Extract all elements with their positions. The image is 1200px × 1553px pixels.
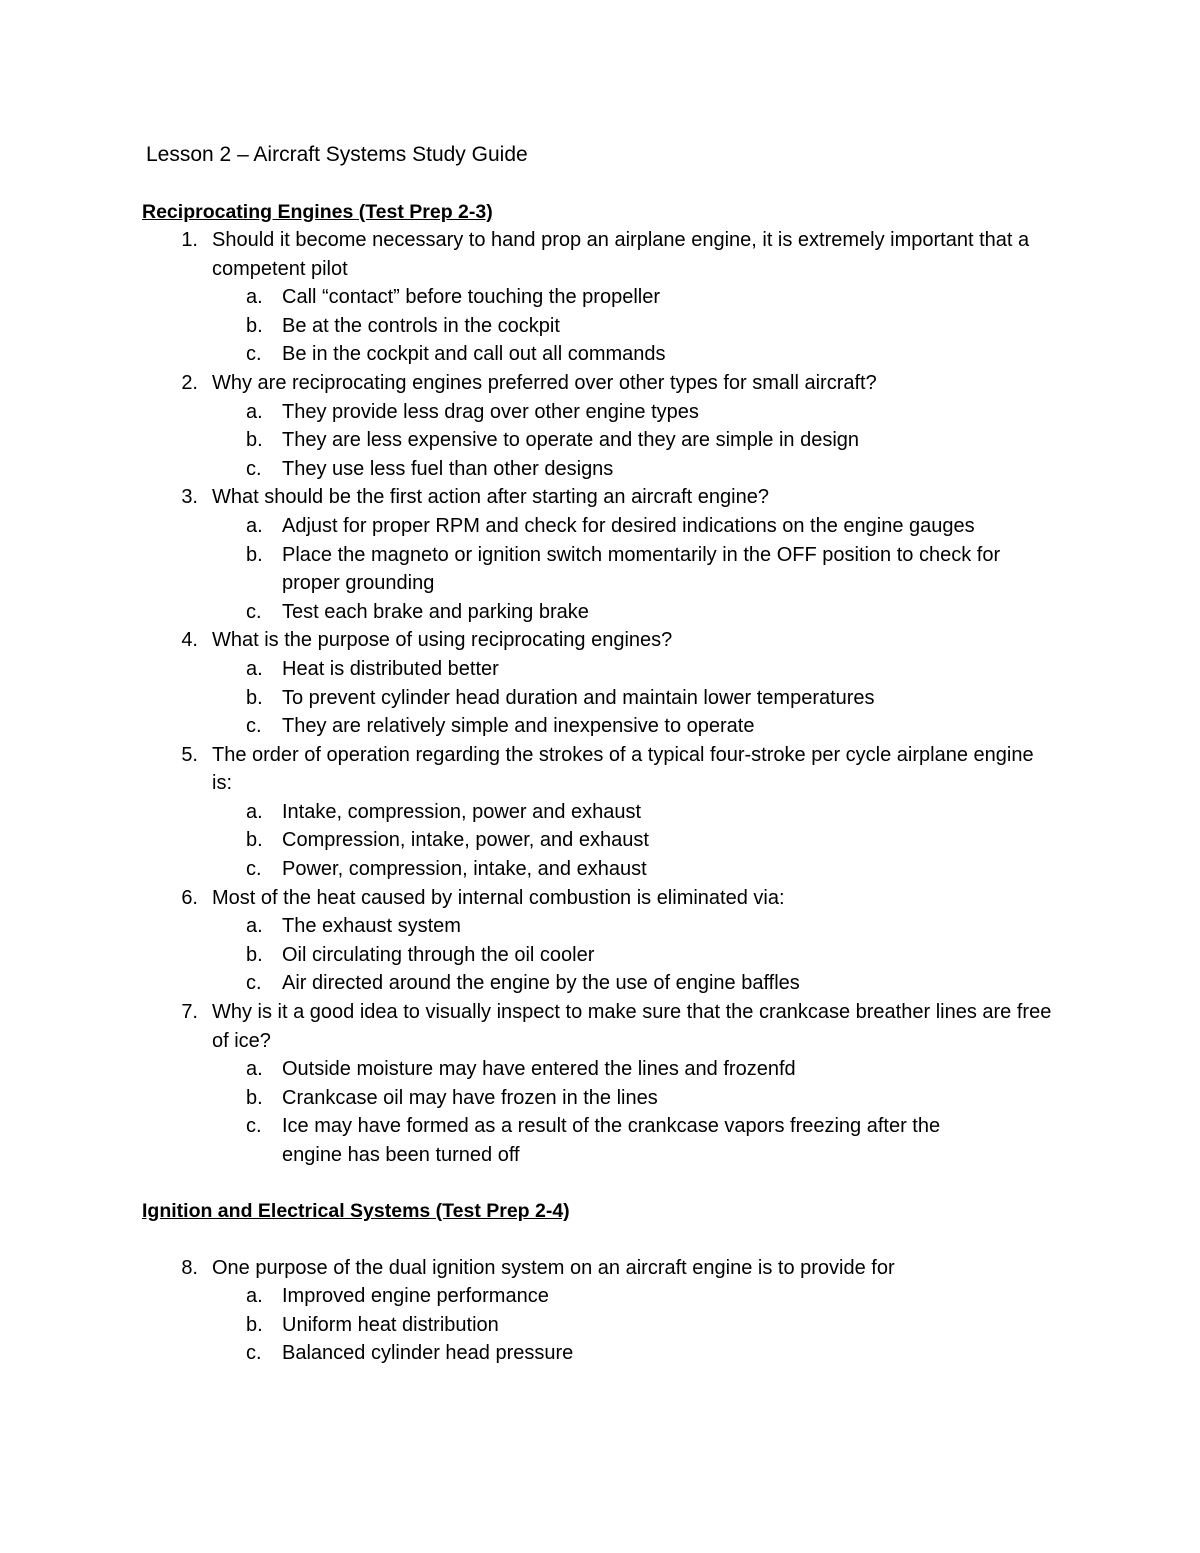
answer-option: [142, 312, 1082, 341]
option-text: They are relatively simple and inexpensive to operate: [282, 715, 755, 738]
option-letter: a.: [246, 286, 263, 309]
option-letter: a.: [246, 400, 263, 423]
answer-option: [142, 1055, 1082, 1084]
option-text: Power, compression, intake, and exhaust: [282, 858, 647, 881]
option-text: Ice may have formed as a result of the crankcase vapors freezing after the engine has been turned off: [282, 1115, 941, 1166]
option-text: Outside moisture may have entered the lines and frozenfd: [282, 1058, 796, 1081]
answer-option: [142, 941, 1082, 970]
option-letter: c.: [246, 343, 262, 366]
section-ignition-electrical: [142, 1197, 1082, 1368]
answer-option: [142, 798, 1082, 827]
question-text: What should be the first action after starting an aircraft engine?: [212, 486, 769, 509]
option-text: Heat is distributed better: [282, 657, 499, 680]
option-letter: c.: [246, 972, 262, 995]
answer-option: [142, 398, 1082, 427]
question-6: [142, 884, 1082, 913]
section-heading: Reciprocating Engines (Test Prep 2-3): [142, 201, 493, 223]
question-text: Why are reciprocating engines preferred over other types for small aircraft?: [212, 371, 877, 394]
option-letter: a.: [246, 800, 263, 823]
option-text: To prevent cylinder head duration and maintain lower temperatures: [282, 686, 875, 709]
question-5: [142, 741, 1082, 798]
answer-option: [142, 1084, 1082, 1113]
option-text: Test each brake and parking brake: [282, 600, 589, 623]
answer-option: [142, 1282, 1082, 1311]
option-text: Adjust for proper RPM and check for desired indications on the engine gauges: [282, 514, 975, 537]
option-letter: a.: [246, 915, 263, 938]
option-text: Air directed around the engine by the use of engine baffles: [282, 972, 800, 995]
option-text: Uniform heat distribution: [282, 1313, 499, 1336]
question-3: [142, 483, 1082, 512]
option-text: They provide less drag over other engine types: [282, 400, 699, 423]
question-1: [142, 226, 1082, 283]
blank-line: [142, 1225, 1082, 1254]
answer-option: [142, 283, 1082, 312]
question-number: 5.: [181, 743, 198, 766]
answer-option: [142, 826, 1082, 855]
option-letter: b.: [246, 1086, 263, 1109]
option-text: Oil circulating through the oil cooler: [282, 943, 595, 966]
option-letter: b.: [246, 543, 263, 566]
question-text: The order of operation regarding the strokes of a typical four-stroke per cycle airplane engine is:: [212, 743, 1034, 795]
question-number: 2.: [181, 371, 198, 394]
answer-option: [142, 541, 1082, 598]
option-text: Balanced cylinder head pressure: [282, 1342, 574, 1365]
option-text: Call “contact” before touching the propeller: [282, 286, 660, 309]
answer-option: [142, 655, 1082, 684]
option-letter: c.: [246, 457, 262, 480]
question-text: Why is it a good idea to visually inspect to make sure that the crankcase breather lines are free of ice?: [212, 1001, 1052, 1052]
question-number: 1.: [181, 229, 198, 251]
option-letter: b.: [246, 314, 263, 337]
question-number: 3.: [181, 486, 198, 509]
answer-option: [142, 426, 1082, 455]
question-number: 7.: [181, 1001, 198, 1024]
answer-option: [142, 684, 1082, 713]
option-letter: b.: [246, 1313, 263, 1336]
option-letter: b.: [246, 429, 263, 452]
option-letter: a.: [246, 657, 263, 680]
question-8: [142, 1254, 1082, 1283]
option-letter: b.: [246, 686, 263, 709]
answer-option: [142, 512, 1082, 541]
question-text: What is the purpose of using reciprocating engines?: [212, 629, 673, 652]
option-letter: c.: [246, 1115, 262, 1138]
option-letter: b.: [246, 829, 263, 852]
option-letter: c.: [246, 858, 262, 881]
question-text: Should it become necessary to hand prop an airplane engine, it is extremely important that a competent pilot: [212, 229, 1030, 280]
option-text: The exhaust system: [282, 915, 461, 938]
question-number: 6.: [181, 886, 198, 909]
option-letter: c.: [246, 600, 262, 623]
question-text: Most of the heat caused by internal combustion is eliminated via:: [212, 886, 785, 909]
answer-option: [142, 598, 1082, 627]
section-heading: Ignition and Electrical Systems (Test Prep 2-4): [142, 1200, 570, 1222]
section-reciprocating-engines: [142, 198, 1082, 1170]
option-text: Compression, intake, power, and exhaust: [282, 829, 649, 852]
option-text: Be in the cockpit and call out all commands: [282, 343, 666, 366]
answer-option: [142, 969, 1082, 998]
answer-option: [142, 340, 1082, 369]
option-letter: c.: [246, 715, 262, 738]
question-4: [142, 626, 1082, 655]
option-text: Be at the controls in the cockpit: [282, 314, 560, 337]
option-letter: b.: [246, 943, 263, 966]
question-number: 8.: [181, 1256, 198, 1279]
option-text: Place the magneto or ignition switch momentarily in the OFF position to check for proper grounding: [282, 543, 1001, 595]
answer-option: [142, 855, 1082, 884]
answer-option: [142, 1112, 1082, 1169]
question-2: [142, 369, 1082, 398]
option-letter: a.: [246, 1285, 263, 1308]
answer-option: [142, 455, 1082, 484]
option-text: Crankcase oil may have frozen in the lines: [282, 1086, 658, 1109]
option-text: They are less expensive to operate and they are simple in design: [282, 429, 860, 452]
question-7: [142, 998, 1082, 1055]
question-text: One purpose of the dual ignition system on an aircraft engine is to provide for: [212, 1256, 895, 1279]
answer-option: [142, 1311, 1082, 1340]
option-text: Improved engine performance: [282, 1285, 549, 1308]
option-text: They use less fuel than other designs: [282, 457, 614, 480]
answer-option: [142, 912, 1082, 941]
question-number: 4.: [181, 629, 198, 652]
option-text: Intake, compression, power and exhaust: [282, 800, 642, 823]
document-title: Lesson 2 – Aircraft Systems Study Guide: [146, 143, 528, 166]
option-letter: a.: [246, 514, 263, 537]
answer-option: [142, 712, 1082, 741]
answer-option: [142, 1339, 1082, 1368]
option-letter: a.: [246, 1058, 263, 1081]
option-letter: c.: [246, 1342, 262, 1365]
